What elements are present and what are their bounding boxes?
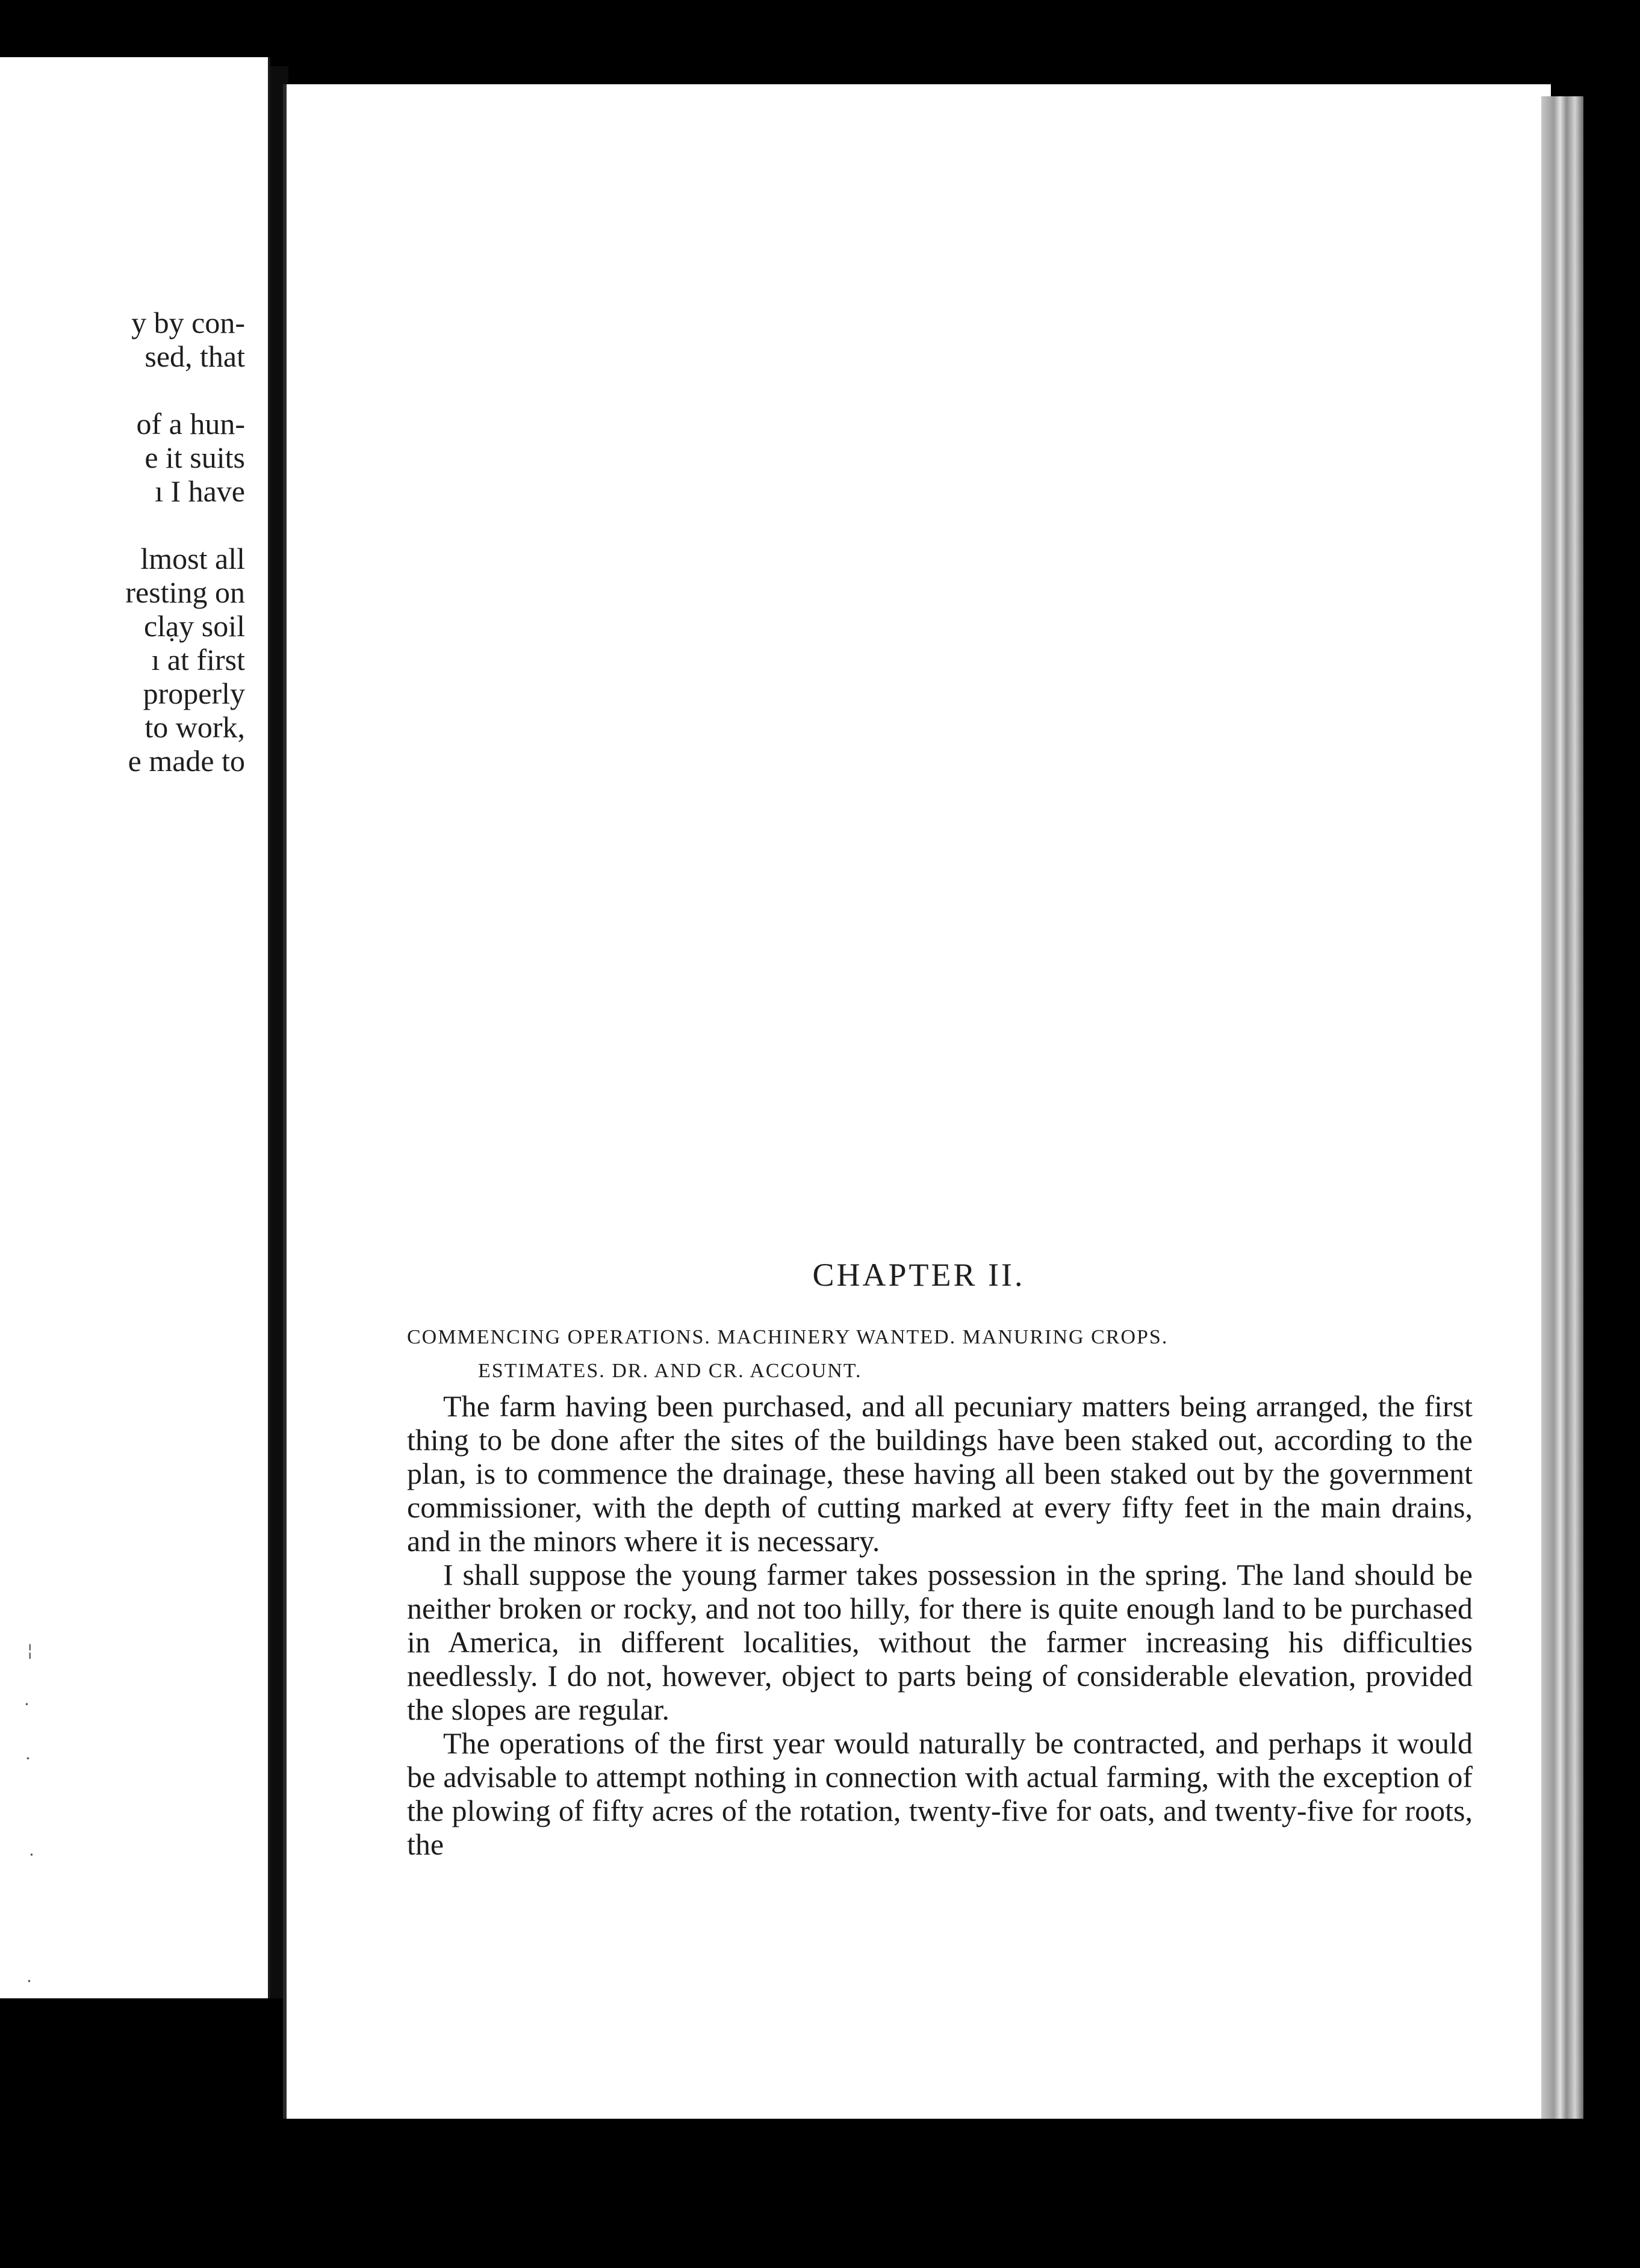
ink-speck: · <box>25 1749 31 1768</box>
left-page-line: resting on <box>125 575 245 609</box>
left-page-line: y by con- <box>131 306 245 339</box>
chapter-title: CHAPTER II. <box>812 1257 1025 1293</box>
right-page <box>283 84 1551 2119</box>
left-page-line: of a hun- <box>136 407 245 441</box>
left-page-line: to work, <box>144 710 245 744</box>
ink-speck: · <box>26 1971 32 1991</box>
left-page-line: properly <box>143 677 245 710</box>
paragraph: The operations of the first year would naturally be contracted, and perhaps it would be advisable to attempt nothing in connection with actual farming, with the exception of the plowing of fifty acres of the rotation, twenty-five for oats, and twenty-five for roots, the <box>407 1726 1473 1861</box>
paragraph: I shall suppose the young farmer takes possession in the spring. The land should be neither broken or rocky, and not too hilly, for there is quite enough land to be purchased in America, in different localities, without the farmer increasing his difficulties needlessly. I do not, however, object to parts being of considerable elevation, provided the slopes are regular. <box>407 1558 1473 1726</box>
left-page-line: e it suits <box>144 441 245 474</box>
ink-speck: · <box>29 1845 34 1865</box>
chapter-summary-line: COMMENCING OPERATIONS. MACHINERY WANTED. MANURING CROPS. <box>407 1326 1169 1348</box>
paragraph: The farm having been purchased, and all pecuniary matters being arranged, the first thing to be done after the sites of the buildings have been staked out, according to the plan, is to commence the drainage, these having all been staked out by the government commissioner, with the depth of cutting marked at every fifty feet in the main drains, and in the minors where it is necessary. <box>407 1389 1473 1558</box>
left-page-line: lmost all <box>140 542 245 575</box>
left-page-line: ı at first <box>151 643 245 677</box>
page-block-edge <box>1541 96 1583 2119</box>
left-page-line: clạy soil <box>143 609 245 643</box>
ink-speck: · <box>24 1694 30 1714</box>
left-page-line: ı I have <box>155 474 245 508</box>
ink-speck: ¦ <box>27 1640 33 1660</box>
chapter-summary-line: ESTIMATES. DR. AND CR. ACCOUNT. <box>478 1360 862 1382</box>
left-page <box>0 57 270 1998</box>
chapter-body <box>407 1389 1473 1861</box>
left-page-line: sed, that <box>144 339 245 373</box>
left-page-line: e made to <box>128 744 245 778</box>
